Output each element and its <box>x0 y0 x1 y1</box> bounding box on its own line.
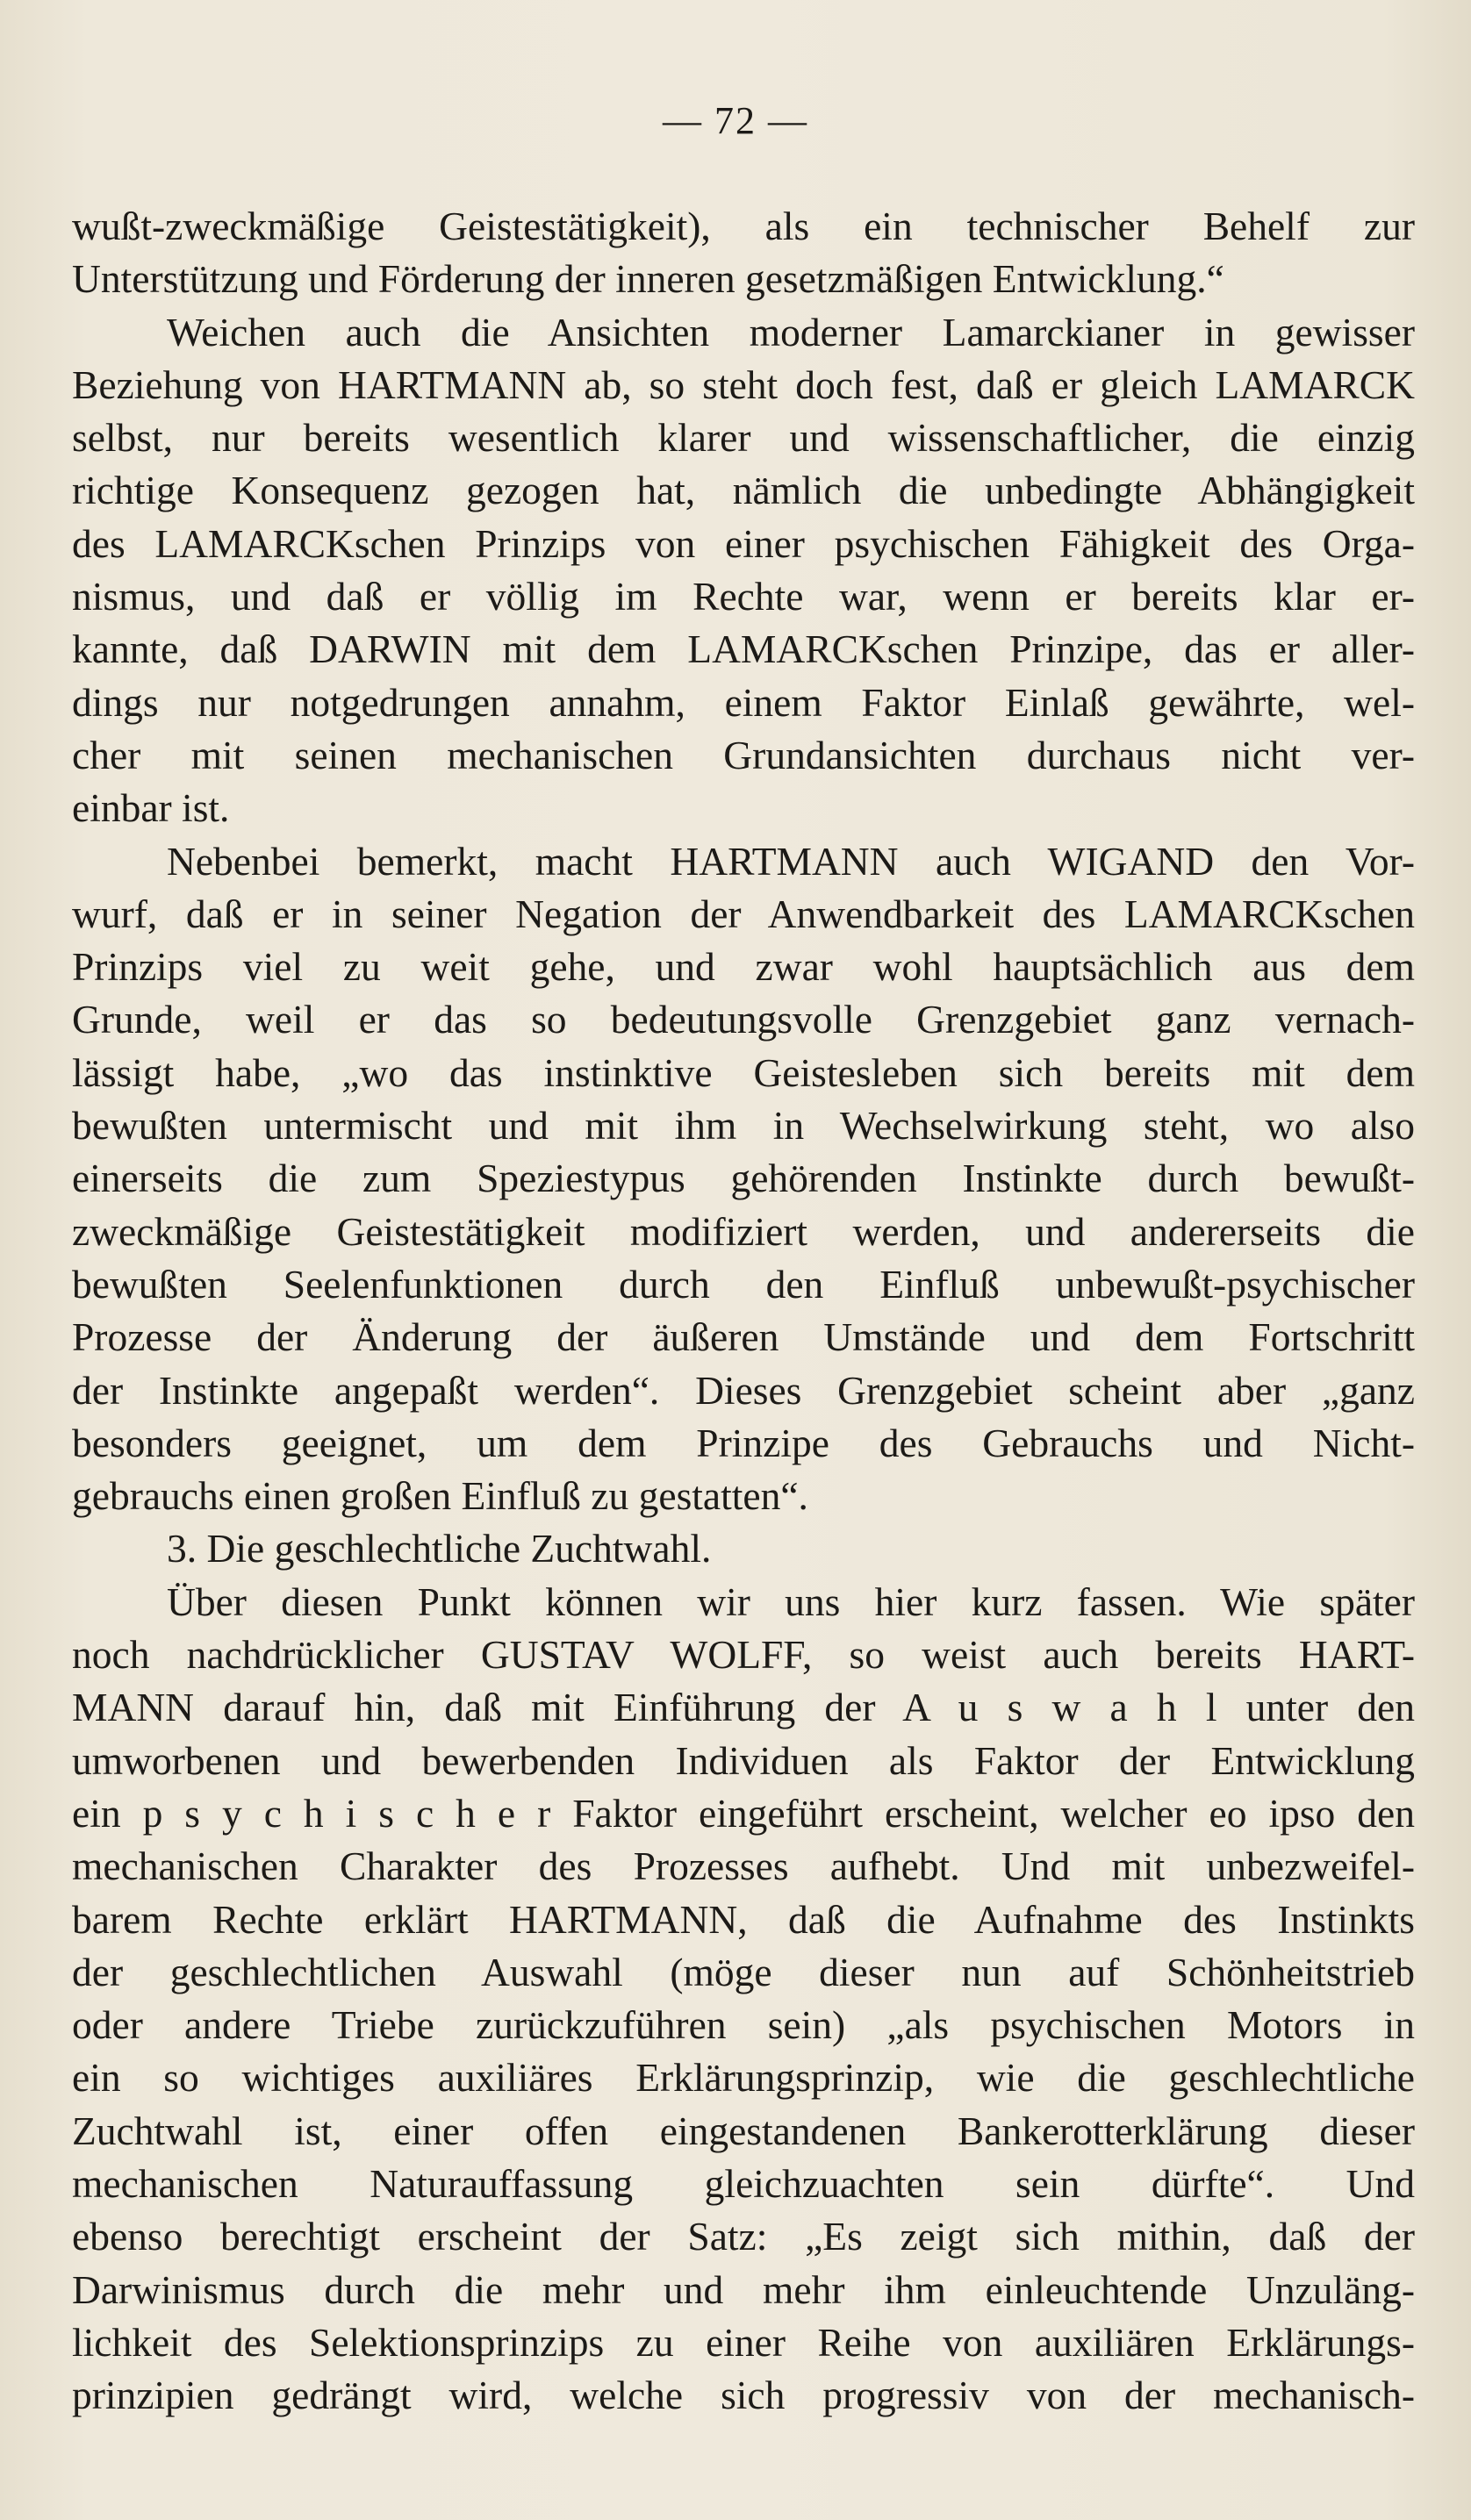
text-line: Prinzips viel zu weit gehe, und zwar wohl hauptsächlich aus dem <box>72 944 1415 990</box>
text-line: bewußten Seelenfunktionen durch den Einfluß unbewußt-psychischer <box>72 1261 1415 1307</box>
text-line: Darwinismus durch die mehr und mehr ihm einleuchtende Unzuläng- <box>72 2266 1415 2312</box>
text-line: richtige Konsequenz gezogen hat, nämlich die unbedingte Abhängigkeit <box>72 468 1415 513</box>
text-line: Unterstützung und Förderung der inneren gesetzmäßigen Entwicklung.“ <box>72 256 1224 302</box>
text-line: einerseits die zum Speziestypus gehörenden Instinkte durch bewußt- <box>72 1156 1415 1201</box>
text-line: selbst, nur bereits wesentlich klarer und wissenschaftlicher, die einzig <box>72 415 1415 461</box>
text-line: Nebenbei bemerkt, macht HARTMANN auch WIGAND den Vor- <box>167 838 1415 884</box>
text-line: Beziehung von HARTMANN ab, so steht doch fest, daß er gleich LAMARCK <box>72 362 1415 407</box>
text-line: Prozesse der Änderung der äußeren Umstände und dem Fortschritt <box>72 1314 1415 1360</box>
text-line: zweckmäßige Geistestätigkeit modifiziert werden, und andererseits die <box>72 1208 1415 1254</box>
text-line: MANN darauf hin, daß mit Einführung der A u s w a h l unter den <box>72 1685 1415 1730</box>
text-line: ebenso berechtigt erscheint der Satz: „Es zeigt sich mithin, daß der <box>72 2214 1415 2259</box>
text-line: der geschlechtlichen Auswahl (möge dieser nun auf Schönheitstrieb <box>72 1949 1415 1994</box>
text-line: umworbenen und bewerbenden Individuen als Faktor der Entwicklung <box>72 1737 1415 1783</box>
text-line: ein p s y c h i s c h e r Faktor eingeführt erscheint, welcher eo ipso den <box>72 1790 1415 1836</box>
text-line: ein so wichtiges auxiliäres Erklärungsprinzip, wie die geschlechtliche <box>72 2055 1415 2101</box>
text-line: Grunde, weil er das so bedeutungsvolle Grenzgebiet ganz vernach- <box>72 997 1415 1042</box>
text-line: wurf, daß er in seiner Negation der Anwendbarkeit des LAMARCKschen <box>72 891 1415 936</box>
text-line: kannte, daß DARWIN mit dem LAMARCKschen Prinzipe, das er aller- <box>72 626 1415 672</box>
text-line: mechanischen Charakter des Prozesses aufhebt. Und mit unbezweifel- <box>72 1843 1415 1889</box>
text-line: mechanischen Naturauffassung gleichzuachten sein dürfte“. Und <box>72 2160 1415 2206</box>
text-line: bewußten untermischt und mit ihm in Wechselwirkung steht, wo also <box>72 1103 1415 1149</box>
text-line: Zuchtwahl ist, einer offen eingestandenen Bankerotterklärung dieser <box>72 2108 1415 2153</box>
text-line: oder andere Triebe zurückzuführen sein) „als psychischen Motors in <box>72 2002 1415 2048</box>
text-line: 3. Die geschlechtliche Zuchtwahl. <box>167 1526 712 1571</box>
text-line: Über diesen Punkt können wir uns hier kurz fassen. Wie später <box>167 1579 1415 1624</box>
text-line: nismus, und daß er völlig im Rechte war, wenn er bereits klar er- <box>72 574 1415 619</box>
text-line: cher mit seinen mechanischen Grundansichten durchaus nicht ver- <box>72 732 1415 777</box>
text-line: gebrauchs einen großen Einfluß zu gestatten“. <box>72 1473 808 1519</box>
text-line: lässigt habe, „wo das instinktive Geistesleben sich bereits mit dem <box>72 1049 1415 1095</box>
text-line: lichkeit des Selektionsprinzips zu einer Reihe von auxiliären Erklärungs- <box>72 2319 1415 2365</box>
text-line: des LAMARCKschen Prinzips von einer psychischen Fähigkeit des Orga- <box>72 520 1415 566</box>
text-line: dings nur notgedrungen annahm, einem Faktor Einlaß gewährte, wel- <box>72 679 1415 725</box>
page-number: — 72 — <box>663 99 808 142</box>
text-line: noch nachdrücklicher GUSTAV WOLFF, so weist auch bereits HART- <box>72 1632 1415 1678</box>
text-line: besonders geeignet, um dem Prinzipe des Gebrauchs und Nicht- <box>72 1420 1415 1465</box>
text-line: der Instinkte angepaßt werden“. Dieses Grenzgebiet scheint aber „ganz <box>72 1367 1415 1413</box>
text-line: Weichen auch die Ansichten moderner Lamarckianer in gewisser <box>167 309 1415 354</box>
text-line: prinzipien gedrängt wird, welche sich progressiv von der mechanisch- <box>72 2373 1415 2418</box>
text-line: einbar ist. <box>72 785 230 831</box>
body-text <box>72 200 1415 2422</box>
text-line: wußt-zweckmäßige Geistestätigkeit), als ein technischer Behelf zur <box>72 204 1415 248</box>
text-line: barem Rechte erklärt HARTMANN, daß die Aufnahme des Instinkts <box>72 1896 1415 1942</box>
